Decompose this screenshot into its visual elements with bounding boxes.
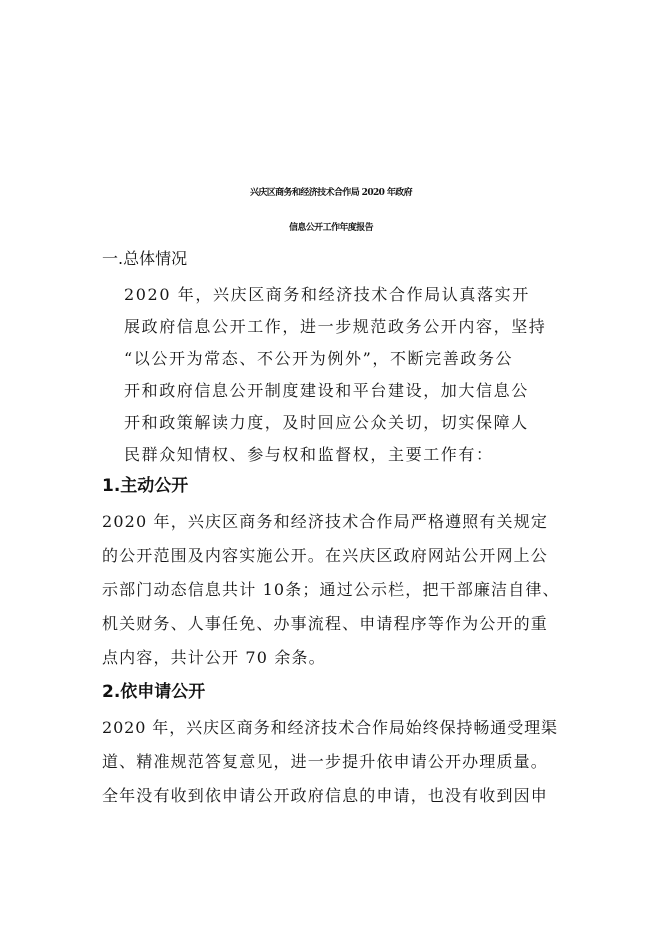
section1-paragraph-line: 2020 年，兴庆区商务和经济技术合作局严格遵照有关规定 (102, 512, 549, 531)
section2-paragraph-line: 全年没有收到依申请公开政府信息的申请，也没有收到因申 (102, 786, 548, 805)
section-heading-disclosure-on-request: 2.依申请公开 (102, 682, 206, 702)
section1-paragraph-line: 的公开范围及内容实施公开。在兴庆区政府网站公开网上公 (102, 546, 548, 565)
overview-paragraph-line: 展政府信息公开工作，进一步规范政务公开内容，坚持 (124, 317, 547, 336)
section-heading-overview: 一.总体情况 (102, 249, 188, 268)
section1-paragraph-line: 点内容，共计公开 70 余条。 (102, 648, 326, 667)
overview-paragraph-line: 开和政策解读力度，及时回应公众关切，切实保障人 (124, 413, 529, 432)
report-title-line-1: 兴庆区商务和经济技术合作局 2020 年政府 (249, 188, 413, 198)
overview-paragraph-line: 民群众知情权、参与权和监督权，主要工作有： (124, 445, 494, 464)
section-heading-proactive-disclosure: 1.主动公开 (102, 476, 189, 496)
section1-paragraph-line: 示部门动态信息共计 10条；通过公示栏，把干部廉洁自律、 (102, 580, 560, 599)
overview-paragraph-line: “以公开为常态、不公开为例外”，不断完善政务公 (124, 349, 514, 368)
section1-paragraph-line: 机关财务、人事任免、办事流程、申请程序等作为公开的重 (102, 614, 548, 633)
overview-paragraph-line: 2020 年，兴庆区商务和经济技术合作局认真落实开 (124, 285, 530, 304)
report-title-line-2: 信息公开工作年度报告 (288, 223, 373, 233)
section2-paragraph-line: 2020 年，兴庆区商务和经济技术合作局始终保持畅通受理渠 (102, 718, 558, 737)
overview-paragraph-line: 开和政府信息公开制度建设和平台建设，加大信息公 (124, 381, 529, 400)
section2-paragraph-line: 道、精准规范答复意见，进一步提升依申请公开办理质量。 (102, 752, 548, 771)
